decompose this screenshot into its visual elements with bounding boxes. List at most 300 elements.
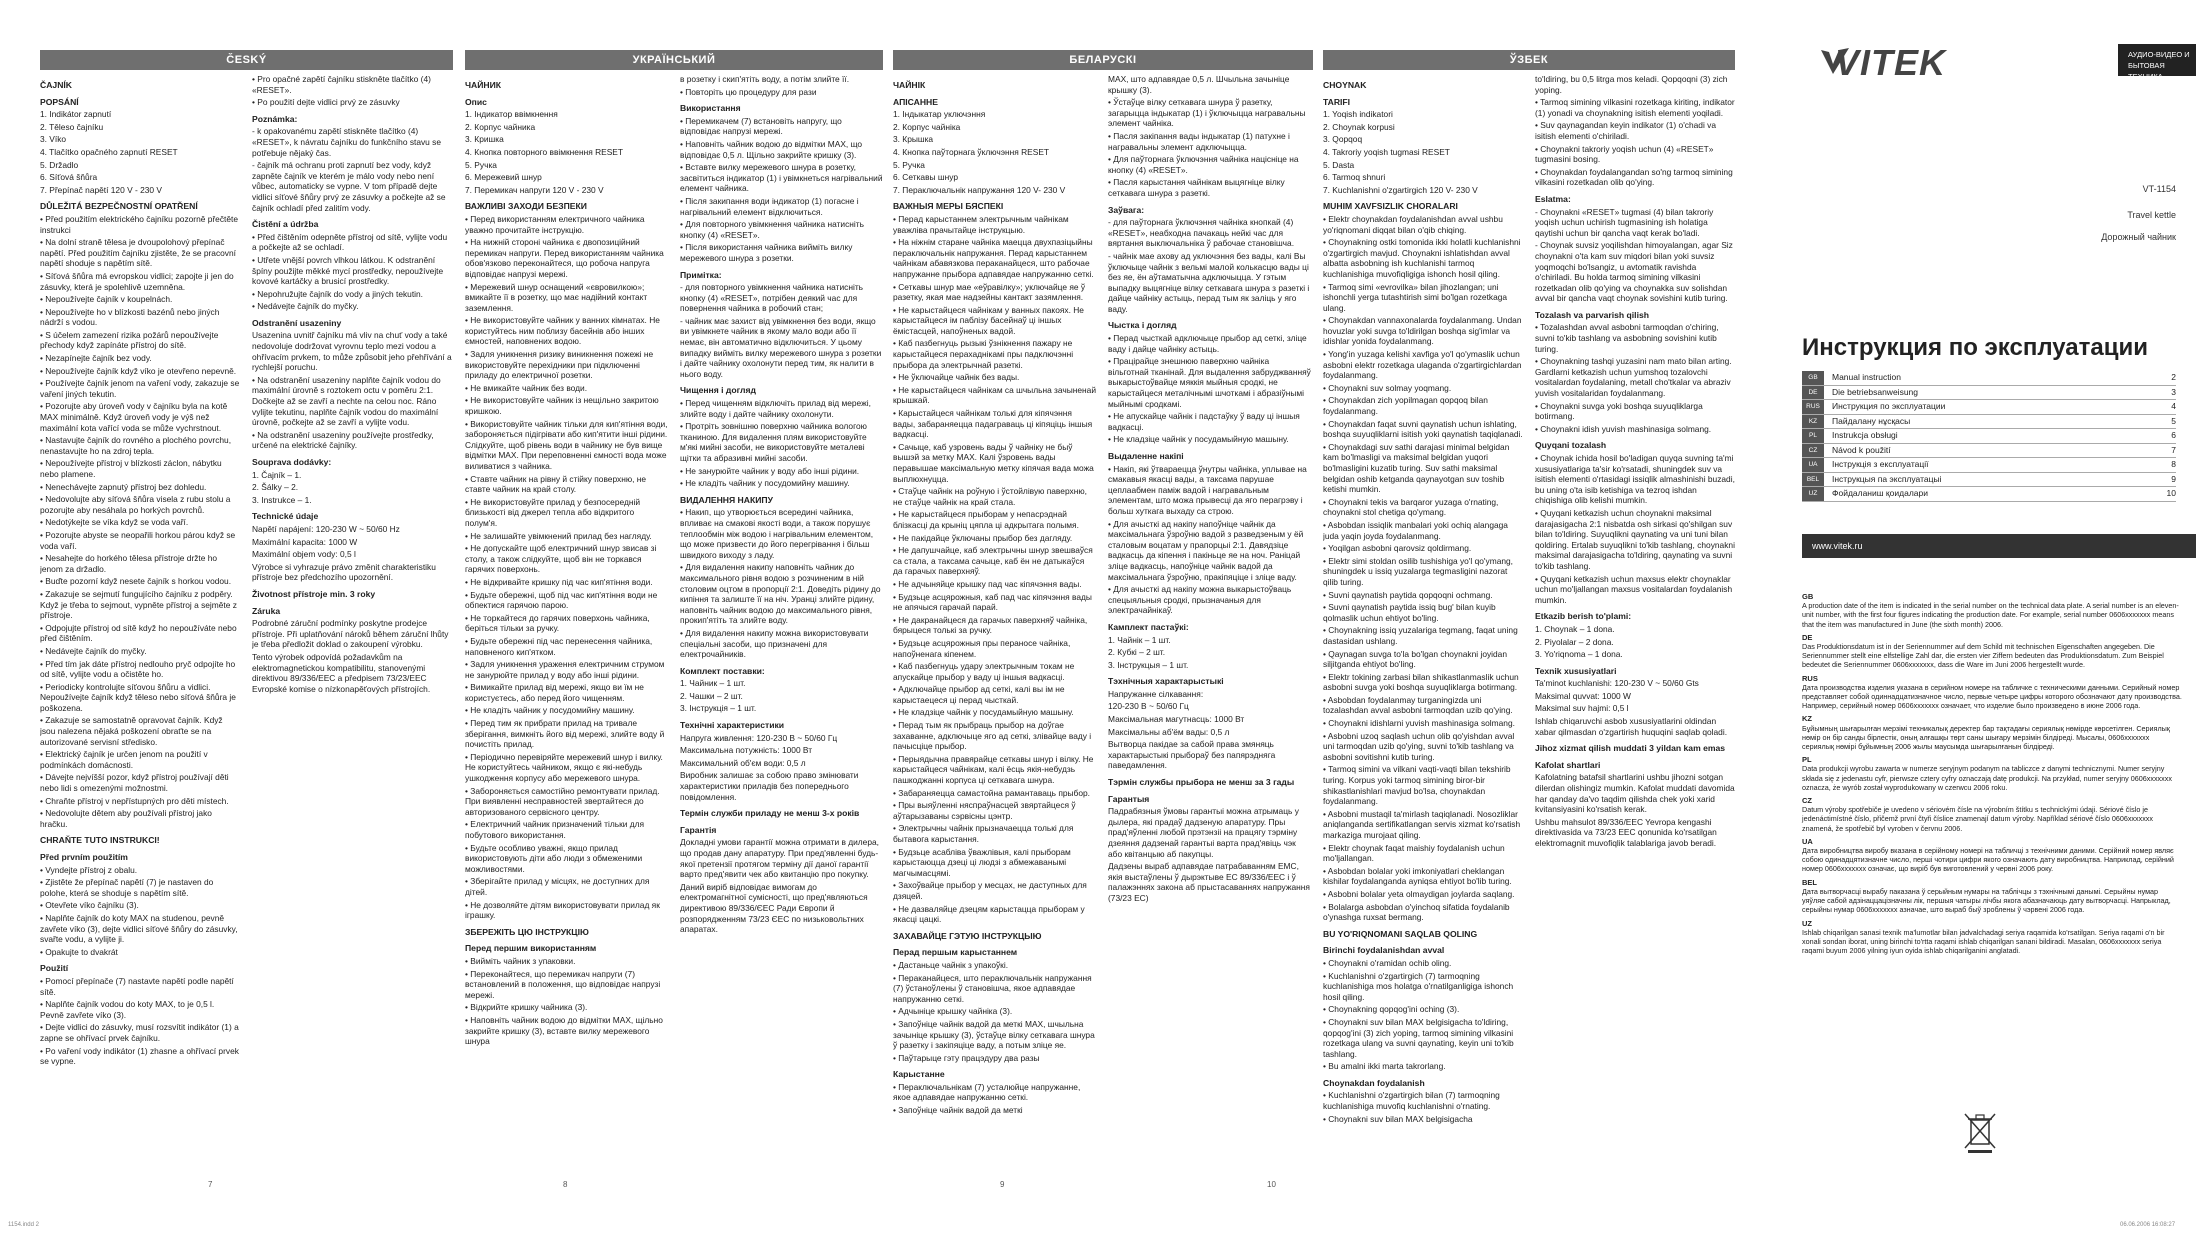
paragraph: • Pozorujte aby úroveň vody v čajníku byla na kotě MAX minimálně. Když úroveň vody je výš než maximální kota vařící voda se může vychrstnout.: [40, 401, 228, 433]
paragraph: • Nepoužívejte ho v blízkosti bazénů nebo jiných nádrží s vodou.: [40, 306, 220, 328]
section-heading: Záruka: [252, 605, 281, 616]
paragraph: • Zakazuje se samostatně opravovat čajník. Když jsou nalezena nějaká poškození obraťte se na autorizované servisní středisko.: [40, 715, 223, 747]
toc-title: Інструкція з експлуатації: [1832, 459, 1929, 469]
paragraph: • Quyqani ketkazish uchun choynakni maksimal darajasigacha 2:1 nisbatda osh sirkasi qo'shilgan suv bilan to'ldiring. Suyuqlikni qaynating va uni tuni bilan qoldiring. Ertalab suyuqlikni to'kib tashlang, choynakni maksimal darajasigacha to'ldiring, qaynating va suvni to'kib tashlang.: [1535, 507, 1735, 571]
production-date-notes: [1802, 588, 2182, 957]
paragraph: • Пераканайцеся, што пераключальнік напружання (7) ўстаноўлены ў становішча, якое адпавядае напружанню сеткі.: [893, 972, 1092, 1004]
toc-row[interactable]: [1802, 415, 2176, 430]
paragraph: • Накіп, які ўтвараецца ўнутры чайніка, уплывае на смакавыя якасці вады, а таксама парушае цеплаабмен паміж вадой і награвальным элементам, што можа прывесці да яго перагрэву і больш хуткага выхаду са строю.: [1108, 463, 1307, 516]
toc-language-code: RUS: [1802, 400, 1824, 414]
section-heading: Тэрмін службы прыбора не менш за 3 гады: [1108, 777, 1295, 788]
paragraph: • Не дакранайцеся да гарачых паверхняў чайніка, бярыцеся толькі за ручку.: [893, 614, 1088, 636]
toc-language-code: DE: [1802, 386, 1824, 400]
paragraph: • Пераключальнікам (7) усталюйце напружанне, якое адпавядае напружанню сеткі.: [893, 1081, 1081, 1103]
print-mark-right: 06.06.2006 16:08:27: [2120, 1222, 2176, 1228]
paragraph: • Nepoužívejte čajník když víko je otevřeno nepevně.: [40, 365, 237, 376]
paragraph: • Choynakning tashqi yuzasini nam mato bilan arting. Gardlarni ketkazish uchun yumshoq tozalovchi vositalardan foydalaning, metall cho'tkalar va abraziv yuvish vositalaridan foydalanmang.: [1535, 356, 1732, 399]
paragraph: • Працірайце знешнюю паверхню чайніка вільготнай тканінай. Для выдалення забруджванняў выкарыстоўвайце мяккія мыйныя сродкі, не карыстайцеся металічнымі шчоткамі і абразіўнымі мыйнымі сродкамі.: [1108, 356, 1311, 409]
section-heading: Примітка:: [680, 269, 722, 280]
legal-language-code: GB: [1802, 592, 1814, 601]
paragraph: • Nepoužívejte čajník v koupelnách.: [40, 294, 173, 305]
section-heading: Poznámka:: [252, 113, 298, 124]
paragraph: • Choynakning qopqog'ini oching (3).: [1323, 1004, 1460, 1015]
section-heading: АПIСАННЕ: [893, 96, 938, 107]
section-heading: Чищення і догляд: [680, 385, 756, 396]
legal-language-code: PL: [1802, 755, 1812, 765]
paragraph: 1. Čajník – 1.: [252, 469, 302, 480]
toc-title: Фойдаланиш қоидалари: [1832, 488, 1928, 498]
section-heading: Гарантія: [680, 824, 717, 835]
paragraph: • Не використовуйте прилад у безпосередній близькості від джерел тепла або відкритого полум'я.: [465, 496, 640, 528]
paragraph: • Не торкайтеся до гарячих поверхонь чайника, беріться тільки за ручку.: [465, 612, 650, 634]
section-heading: Карыстанне: [893, 1069, 945, 1080]
paragraph: • Не апускайце чайнік і падстаўку ў ваду ці іншыя вадкасці.: [1108, 411, 1300, 432]
paragraph: 120-230 В ~ 50/60 Гц: [1108, 701, 1189, 712]
column-header-bel: БЕЛАРУСКI: [893, 50, 1313, 70]
legal-language-code: CZ: [1802, 796, 1812, 806]
paragraph: Падрабязныя ўмовы гарантыі можна атрымаць у дылера, які прадаў дадзеную апаратуру. Пры прад'яўленні любой прэтэнзіі на працягу тэрміну дзеяння дадзенай гарантыі варта прад'явіць чэк або квітанцыю аб пакупцы.: [1108, 806, 1299, 859]
paragraph: • Не допускайте щоб електричний шнур звисав зі столу, а також слідкуйте, щоб він не торкався гарячих поверхонь.: [465, 543, 657, 575]
paragraph: 2. Šálky – 2.: [252, 482, 299, 493]
toc-row[interactable]: [1802, 444, 2176, 459]
paragraph: Maximální kapacita: 1000 W: [252, 536, 358, 547]
paragraph: • Dávejte nejvíšší pozor, když přístroj používají děti nebo lidi s omezenými možnostmi.: [40, 772, 229, 794]
section-heading: Tozalash va parvarish qilish: [1535, 309, 1649, 320]
bel-column-a: [893, 74, 1096, 1174]
paragraph: • Nenechávejte zapnutý přístroj bez dohledu.: [40, 481, 207, 492]
paragraph: • Před čištěním odepněte přístroj od sítě, vylijte vodu a počkejte až se ochladí.: [252, 231, 448, 253]
legal-language-code: UA: [1802, 836, 1813, 846]
paragraph: • Nastavujte čajník do rovného a plochého povrchu, nenastavujte ho na zdroj tepla.: [40, 435, 232, 456]
paragraph: • Не пакідайце ўключаны прыбор без дагляду.: [893, 532, 1073, 543]
paragraph: • Choynakning issiq yuzalariga tegmang, faqat uning dastasidan ushlang.: [1323, 625, 1518, 646]
paragraph: • Періодично перевіряйте мережевий шнур і вилку. Не користуйтесь чайником, якщо є які-небудь ушкодження корпусу або мережевого шнура.: [465, 751, 663, 784]
paragraph: - Choynakni «RESET» tugmasi (4) bilan takroriy yoqish uchun uchirish tugmasining ish holatiga qaytishi uchun bir qancha vaqt kerak bo'ladi.: [1535, 206, 1714, 238]
paragraph: Максімальная магутнасць: 1000 Вт: [1108, 714, 1245, 725]
legal-note: A production date of the item is indicated in the serial number on the technical data plate. A serial number is an eleven-unit number, with the first four figures indicating the production date. For example, serial number 0606xxxxxxx means that the item was manufactured in June (the sixth month) 2006.: [1802, 601, 2179, 629]
toc-row[interactable]: [1802, 400, 2176, 415]
paragraph: • Ставте чайник на рівну й стійку поверхню, не ставте чайник на край столу.: [465, 473, 647, 495]
toc-language-code: BEL: [1802, 473, 1824, 487]
legal-note: Ishlab chiqarilgan sanasi texnik ma'lumotlar bilan jadvalchadagi seriya raqamida ko'rsatilgan. Seriya raqami o'n bir xonali sondan iborat, uning birinchi to'rtta raqami ishlab chiqarilgan sanani bildiradi. Masalan, 0606xxxxxxx seriya raqami buyum 2006 yilning iyun oyida ishlab chiqarilganini anglatadi.: [1802, 927, 2165, 956]
section-heading: ЧАЙНИК: [465, 80, 502, 90]
paragraph: • Nezapínejte čajník bez vody.: [40, 353, 152, 364]
section-heading: Birinchi foydalanishdan avval: [1323, 945, 1445, 956]
paragraph: • Задля уникнення ризику виникнення пожежі не використовуйте перехідники при підключенні приладу до електричної розетки.: [465, 349, 654, 381]
paragraph: • Periodicky kontrolujte síťovou šňůru a vidlici. Nepoužívejte čajník když těleso nebo síťová šňůra je poškozena.: [40, 681, 236, 713]
section-heading: Jihoz xizmat qilish muddati 3 yildan kam emas: [1535, 743, 1726, 754]
paragraph: 5. Držadlo: [40, 159, 79, 170]
paragraph: • Адчыніце крышку чайніка (3).: [893, 1006, 1013, 1017]
paragraph: Максимальна потужність: 1000 Вт: [680, 745, 813, 756]
brand-tag-line-1: АУДИО-ВИДЕО И: [2128, 50, 2190, 59]
paragraph: • Buďte pozorní když nesete čajník s horkou vodou.: [40, 576, 232, 587]
paragraph: - чайник має захист від увімкнення без води, якщо ви увімкнете чайник в якому мало води або її немає, він автоматично відключиться. У цьому випадку вийміть вилку мережевого шнура з розетки і дайте чайнику охолонути перед тим, як налити в нього воду.: [680, 315, 882, 379]
paragraph: • Vyndejte přístroj z obalu.: [40, 864, 138, 875]
paragraph: • Naplňte čajník vodou do koty MAX, to je 0,5 l. Pevně zavřete víko (3).: [40, 999, 215, 1020]
toc-page-number: 3: [2171, 386, 2176, 397]
paragraph: • Elektr simi stoldan osilib tushishiga yo'l qo'ymang, shuningdek u issiq yuzalarga tegmasligini nazorat qilib turing.: [1323, 555, 1513, 587]
paragraph: 5. Ручка: [465, 159, 497, 170]
paragraph: • Після використання чайника вийміть вилку мережевого шнура з розетки.: [680, 242, 853, 263]
section-heading: ВАЖЛИВІ ЗАХОДИ БЕЗПЕКИ: [465, 201, 587, 212]
toc-row[interactable]: [1802, 371, 2176, 386]
paragraph: • Не кладзіце чайнік у посудамыйную машыну.: [1108, 434, 1289, 445]
paragraph: • Nedovolujte dětem aby používali přístroj jako hračku.: [40, 808, 212, 829]
paragraph: • Odpojujte přístroj od sítě když ho nepoužíváte nebo před čištěním.: [40, 622, 237, 644]
brand-tagline: [2118, 44, 2196, 81]
paragraph: • Yoqilgan asbobni qarovsiz qoldirmang.: [1323, 543, 1472, 554]
paragraph: • Otevřete víko čajníku (3).: [40, 900, 139, 911]
paragraph: 6. Мережевий шнур: [465, 172, 542, 183]
paragraph: • Використовуйте чайник тільки для кип'ятіння води, забороняється підігрівати або кип'ятити інші рідини. Слідкуйте, щоб рівень води в чайнику не був вище відмітки MAX. При переповненні ємності вода може виливатися з чайника.: [465, 418, 668, 471]
paragraph: • Choynakdagi suv sathi darajasi minimal belgidan kam bo'lmasligi va maksimal belgidan yuqori bo'lmasligini kuzatib turing. Suv sathi maksimal belgidan oshib ketganda qaynayotgan suv toshib ketishi mumkin.: [1323, 441, 1510, 495]
toc-title: Інструкцыя па эксплуатацыi: [1832, 473, 1942, 484]
website-bar: [1802, 534, 2196, 558]
paragraph: • Перыядычна правярайце сеткавы шнур і вілку. Не карыстайцеся чайнікам, калі ёсць якія-небудзь пашкоджанні корпуса ці сеткавага шнура.: [893, 753, 1094, 786]
legal-language-code: KZ: [1802, 714, 1812, 724]
paragraph: • Перад чысткай адключыце прыбор ад сеткі, зліце ваду і дайце чайніку астыць.: [1108, 333, 1307, 354]
section-heading: Камплект пастаўкі:: [1108, 621, 1189, 632]
paragraph: Максімальны аб'ём вады: 0,5 л: [1108, 726, 1230, 737]
paragraph: Напружанне сілкавання:: [1108, 688, 1204, 699]
paragraph: • Наповніть чайник водою до відмітки MAX, що відповідає 0,5 л. Щільно закрийте кришку (3).: [680, 138, 863, 160]
paragraph: • Elektr tokining zarbasi bilan shikastlanmaslik uchun asbobni suvga yoki boshqa suyuqliklarga botirmang.: [1323, 671, 1519, 693]
paragraph: 1. Choynak – 1 dona.: [1535, 623, 1615, 634]
paragraph: • Не адчыняйце крышку пад час кіпячэння вады.: [893, 578, 1082, 589]
paragraph: • Не карыстайцеся чайнікам у ванных пакоях. Не карыстайцеся ім паблізу басейнаў ці іншых ёмістасцей, напоўненых вадой.: [893, 304, 1084, 336]
paragraph: • Choynak ichida hosil bo'ladigan quyqa suvning ta'mi xususiyatlariga ta'sir ko'rsatadi, shuningdek suv va isitish elementi o'rtasidagi issiqlik almashinishi buzadi, bu uning o'ta isib ketishiga va tezroq ishdan chiqishiga olib kelishi mumkin.: [1535, 453, 1735, 506]
section-heading: Texnik xususiyatlari: [1535, 665, 1617, 676]
section-heading: Etkazib berish to'plami:: [1535, 611, 1632, 622]
paragraph: 3. Кришка: [465, 134, 504, 145]
brand-logo: VITEK: [1835, 42, 1947, 83]
page-number: 8: [563, 1180, 568, 1189]
brand-tag-line-2: БЫТОВАЯ ТЕХНИКА: [2128, 61, 2165, 81]
paragraph: • Ўстаўце вілку сеткавага шнура ў разетку, загарыцца індыкатар (1) і ўключыцца награвальны элемент чайніка.: [1108, 97, 1306, 129]
paragraph: Ushbu mahsulot 89/336/EEC Yevropa kengashi direktivasida va 73/23 EEC qonunida ko'rsatilgan elektromagnit muvofiqlik talablariga javob beradi.: [1535, 816, 1717, 848]
toc-page-number: 4: [2171, 401, 2176, 411]
toc-row[interactable]: [1802, 386, 2176, 401]
paragraph: • Choynakdan foydalangandan so'ng tarmoq simining vilkasini rozetkadan olib qo'ying.: [1535, 166, 1733, 188]
section-heading: Термін служби приладу не менш 3-х років: [680, 808, 860, 819]
paragraph: • На ніжнім старане чайніка маецца двухпазіцыйны пераключальнік напружання. Перад карыстаннем чайнікам абавязкова пераканайцеся, што рабочае напружанне прыбора адпавядае напружанню сеткі.: [893, 237, 1094, 279]
legal-note: Дата виробництва виробу вказана в серійному номері на табличці з технічними даними. Серійний номер являє собою одинадцятизначне число, перші чотири цифри якого означають дату виробництва. Наприклад, серійний номер 0606xxxxxxx означає, що виріб був виготовлений у червні 2006 року.: [1802, 846, 2174, 874]
toc-language-code: CZ: [1802, 444, 1824, 458]
section-heading: Odstranění usazeniny: [252, 317, 342, 328]
paragraph: • Не вмикайте чайник без води.: [465, 382, 588, 393]
paragraph: • Протріть зовнішню поверхню чайника вологою тканиною. Для видалення плям використовуйте м'які мийні засоби, не використовуйте металеві щітки та абразивні мийні засоби.: [680, 421, 867, 463]
print-mark-left: 1154.indd 2: [8, 1222, 39, 1228]
paragraph: 4. Takroriy yoqish tugmasi RESET: [1323, 146, 1450, 157]
toc-page-number: 9: [2171, 473, 2176, 484]
paragraph: 6. Сеткавы шнур: [893, 172, 958, 183]
section-heading: Eslatma:: [1535, 193, 1571, 204]
ua-column-b: [680, 74, 883, 1174]
cz-column-b: [252, 74, 452, 1174]
paragraph: • Електричний чайник призначений тільки для побутового використання.: [465, 819, 645, 840]
toc-language-code: KZ: [1802, 415, 1824, 429]
paragraph: • Zakazuje se sejmutí fungujícího čajníku z podpěry. Když je třeba to sejmout, vypněte přístroj a sejměte z přístroje.: [40, 588, 237, 621]
paragraph: • Сеткавы шнур мае «еўравілку»; уключайце яе ў разетку, якая мае надзейны кантакт зазямлення.: [893, 281, 1086, 303]
paragraph: Ishlab chiqaruvchi asbob xususiyatlarini oldindan xabar qilmasdan o'zgartirish huquqini saqlab qoladi.: [1535, 716, 1728, 737]
paragraph: • Не ўключайце чайнік без вады.: [893, 372, 1020, 383]
toc-title: Пайдалану нұсқасы: [1832, 415, 1911, 426]
section-heading: CHOYNAK: [1323, 80, 1367, 90]
toc-title: Die betriebsanweisung: [1832, 386, 1918, 397]
paragraph: • Asbobdan issiqlik manbalari yoki ochiq alangaga juda yaqin joyda foydalanmang.: [1323, 519, 1508, 541]
paragraph: • Choynakni suv bilan MAX belgisigacha to'ldiring, qopqog'ini (3) zich yoping, tarmoq simining vilkasini rozetkaga ulang va suvni qaynating, keyin uni to'kib tashlang.: [1323, 1016, 1514, 1059]
paragraph: • Электрычны чайнік прызначаецца толькі для бытавога карыстання.: [893, 823, 1074, 844]
uz-column-b: [1535, 74, 1735, 1174]
paragraph: 2. Корпус чайніка: [893, 121, 961, 132]
product-name-en: Travel kettle: [2127, 210, 2176, 220]
paragraph: • Для повторного увімкнення чайника натисніть кнопку (4) «RESET».: [680, 219, 864, 240]
paragraph: Kafolatning batafsil shartlarini ushbu jihozni sotgan dilerdan olishingiz mumkin. Kafolat muddati davomida har qanday da'vo taqdim qilishda chek yoki xarid kvitansiyasini ko'rsatish kerak.: [1535, 772, 1735, 815]
paragraph: • Для видалення накипу можна використовувати спеціальні засоби, що призначені для електрочайників.: [680, 627, 869, 660]
paragraph: • Opakujte to dvakrát: [40, 946, 118, 957]
paragraph: • Bolalarga asbobdan o'yinchoq sifatida foydalanib o'ynashga ruxsat bermang.: [1323, 901, 1510, 923]
paragraph: • Choynakni idish yuvish mashinasiga solmang.: [1535, 423, 1712, 434]
paragraph: • Choynakdan zich yopilmagan qopqoq bilan foydalanmang.: [1323, 395, 1488, 417]
paragraph: 1. Чайнік – 1 шт.: [1108, 634, 1171, 645]
paragraph: • Будзьце асцярожныя, каб пад час кіпячэння вады не апячыся гарачай парай.: [893, 591, 1092, 613]
section-heading: Choynakdan foydalanish: [1323, 1077, 1425, 1088]
paragraph: • Tarmoq simini va vilkani vaqti-vaqti bilan tekshirib turing. Korpus yoki tarmoq simining biror-bir shikastlanishlari mavjud bo'lsa, choynakdan foydalanmang.: [1323, 764, 1511, 807]
paragraph: • Quyqani ketkazish uchun maxsus elektr choynaklar uchun mo'ljallangan maxsus vositalardan foydalanish mumkin.: [1535, 573, 1733, 605]
paragraph: • Забараняецца самастойна рамантаваць прыбор.: [893, 787, 1090, 798]
section-heading: Выдаленне накіпі: [1108, 451, 1184, 461]
section-heading: CHRAŇTE TUTO INSTRUKCI!: [40, 835, 160, 846]
paragraph: - k opakovanému zapětí stiskněte tlačítko (4) «RESET», k návratu čajníku do funkčního stavu se potřebuje nějaký čas.: [252, 126, 442, 158]
paragraph: Ta'minot kuchlanishi: 120-230 V ~ 50/60 Gts: [1535, 678, 1699, 689]
paragraph: • Будьте особливо уважні, якщо прилад використовують діти або люди з обмеженими можливостями.: [465, 842, 643, 874]
paragraph: • Choynakni takroriy yoqish uchun (4) «RESET» tugmasini bosing.: [1535, 143, 1714, 165]
paragraph: - чайнік мае ахову ад уключэння без вады, калі Вы ўключыце чайнік з вельмі малой колькасцю вады ці без яе, ён аўтаматычна адключыцца. У гэтым выпадку выцягніце вілку сеткавага шнура з разеткі і дайце чайніку астыць, перад тым як заліць у яго ваду.: [1108, 250, 1310, 314]
website-link[interactable]: www.vitek.ru: [1812, 541, 1863, 551]
section-heading: ČAJNÍK: [40, 80, 72, 90]
paragraph: • Qaynagan suvga to'la bo'lgan choynakni joyidan siljitganda ehtiyot bo'ling.: [1323, 648, 1507, 670]
paragraph: • Не дозволяйте дітям використовувати прилад як іграшку.: [465, 899, 660, 921]
toc-row[interactable]: [1802, 487, 2176, 502]
paragraph: • Suvni qaynatish paytida qopqoqni ochmang.: [1323, 589, 1493, 600]
toc-page-number: 10: [2166, 488, 2176, 498]
column-header-cz: ČESKÝ: [40, 50, 453, 70]
product-name-ru: Дорожный чайник: [2101, 232, 2176, 242]
paragraph: в розетку і скип'ятіть воду, а потім злийте її.: [680, 74, 850, 84]
paragraph: • Вставте вилку мережевого шнура в розетку, засвітиться індикатор (1) і увімкнеться нагрівальний елемент чайника.: [680, 162, 883, 194]
toc-language-code: PL: [1802, 429, 1824, 443]
paragraph: • Карыстайцеся чайнікам толькі для кіпячэння вады, забараняецца падаграваць ці кіпяціць іншыя вадкасці.: [893, 408, 1093, 440]
paragraph: 4. Tlačítko opačného zapnutí RESET: [40, 146, 178, 157]
paragraph: • Nedávejte čajník do myčky.: [252, 301, 359, 312]
paragraph: Максимальний об'єм води: 0,5 л: [680, 757, 806, 768]
paragraph: Usazenina uvnitř čajníku má vliv na chuť vody a také nedovoluje dodržovat vyrovnu teplo mezi vodou a ohřívacím prvkem, to může způsobit jeho přehřívání a rychlejší poruchu.: [252, 330, 452, 373]
paragraph: 3. Інструкцыя – 1 шт.: [1108, 659, 1189, 670]
crossed-bin-icon: [1962, 1110, 1998, 1154]
legal-note: Дата производства изделия указана в серийном номере на табличке с техническими данными. Серийный номер представляет собой одиннадцатизначное число, первые четыре цифры которого обозначают дату производства. Например, серийный номер 0606xxxxxxx означает, что изделие было произведено в июне 2006 года.: [1802, 682, 2182, 711]
paragraph: • Дастаньце чайнік з упакоўкі.: [893, 959, 1009, 970]
paragraph: • Před použitím elektrického čajníku pozorně přečtěte instrukci: [40, 213, 238, 235]
paragraph: 2. Чашки – 2 шт.: [680, 690, 743, 701]
paragraph: 2. Корпус чайника: [465, 121, 536, 132]
paragraph: • Будьте обережні, щоб під час кип'ятіння води не обпектися гарячою парою.: [465, 589, 658, 611]
paragraph: - для паўторнага ўключэння чайніка кнопкай (4) «RESET», неабходна пачакаць нейкі час для вяртання выключальніка ў рабочае становішча.: [1108, 217, 1295, 249]
paragraph: 6. Síťová šňůra: [40, 172, 98, 183]
section-heading: Заўвага:: [1108, 204, 1145, 215]
page-number: 7: [208, 1180, 213, 1189]
paragraph: • Choynakni suvga yoki boshqa suyuqliklarga botirmang.: [1535, 400, 1703, 422]
paragraph: • Tozalashdan avval asbobni tarmoqdan o'chiring, suvni to'kib tashlang va asbobning sovishini kutib turing.: [1535, 322, 1719, 354]
paragraph: • Вимикайте прилад від мережі, якщо ви їм не користуєтесь, або перед його чищенням.: [465, 682, 644, 703]
paragraph: Maksimal suv hajmi: 0,5 l: [1535, 703, 1629, 714]
paragraph: 3. Instrukce – 1.: [252, 494, 312, 505]
model-number: VT-1154: [2142, 184, 2176, 194]
paragraph: Виробник залишає за собою право змінювати характеристики приладів без попереднього повідомлення.: [680, 770, 859, 802]
paragraph: Tento výrobek odpovídá požadavkům na elektromagnetickou kompatibilitu, stanovenými direktivou 89/336/EEC a předpisem 73/23/EEC Evropské komise o nízkonapěťových přístrojích.: [252, 651, 431, 694]
paragraph: 2. Кубкі – 2 шт.: [1108, 647, 1166, 658]
section-heading: DŮLEŽITÁ BEZPEČNOSTNÍ OPATŘENÍ: [40, 201, 198, 212]
paragraph: • S účelem zamezení rizika požárů nepoužívejte přechody když zapínáte přístroj do sítě.: [40, 329, 219, 351]
paragraph: 6. Tarmoq shnuri: [1323, 172, 1386, 183]
toc-row[interactable]: [1802, 473, 2176, 488]
toc-language-code: GB: [1802, 371, 1824, 385]
paragraph: • Choynakni suv solmay yoqmang.: [1323, 382, 1452, 393]
toc-title: Инструкция по эксплуатации: [1832, 401, 1946, 411]
paragraph: • Адключайце прыбор ад сеткі, калі вы ім не карыстаецеся ці перад чысткай.: [893, 684, 1065, 705]
toc-page-number: 8: [2171, 459, 2176, 469]
paragraph: 1. Індыкатар уключэння: [893, 109, 986, 120]
paragraph: • Síťová šňůra má evropskou vidlici; zapojte ji jen do zásuvky, která je spolehlivě uzemněna.: [40, 270, 234, 292]
paragraph: • Choynakdan faqat suvni qaynatish uchun ishlating, boshqa suyuqliklarni isitish yoki qaynatish taqiqlanadi.: [1323, 418, 1523, 440]
toc-page-number: 7: [2171, 444, 2176, 455]
paragraph: 1. Indikátor zapnutí: [40, 109, 112, 120]
section-heading: ЗБЕРЕЖІТЬ ЦЮ ІНСТРУКЦІЮ: [465, 926, 589, 937]
paragraph: • Asbobdan bolalar yoki imkoniyatlari cheklangan kishilar foydalanganda ayniqsa ehtiyot bo'lib turing.: [1323, 865, 1512, 887]
paragraph: • Nepoužívejte přístroj v blízkosti záclon, nábytku nebo plamene.: [40, 458, 222, 479]
paragraph: • Запоўніце чайнік вадой да меткі MAX, шчыльна зачыніце крышку (3), ўстаўце вілку сеткавага шнура ў разетку і закіпяціце ваду, а потым зліце яе.: [893, 1018, 1095, 1051]
legal-note: Дата вытворчасці вырабу паказана ў серыйным нумары на таблічцы з тэхнічнымі данымі. Серыйны нумар уяўляе сабой адзінаццацізначны лік, першыя чатыры лічбы якога абазначаюць дату вытворчасці. Напрыклад, серыйны нумар 0606xxxxxxx азначае, што выраб быў зроблены ў чэрвені 2006 года.: [1802, 886, 2171, 915]
section-heading: ЗАХАВАЙЦЕ ГЭТУЮ IНСТРУКЦЫЮ: [893, 930, 1042, 941]
paragraph: • Nedávejte čajník do myčky.: [40, 645, 147, 656]
paragraph: • Suvni qaynatish paytida issiq bug' bilan kuyib qolmaslik uchun ehtiyot bo'ling.: [1323, 602, 1496, 623]
paragraph: • Tarmoq simi «evrovilka» bilan jihozlangan; uni ishonchli yerga tutashtirish simi bo'lgan rozetkaga ulang.: [1323, 281, 1508, 313]
paragraph: 3. Yo'riqnoma – 1 dona.: [1535, 649, 1623, 660]
paragraph: • Перемикачем (7) встановіть напругу, що відповідає напрузі мережі.: [680, 115, 842, 137]
paragraph: • Choynakni o'ramidan ochib oling.: [1323, 957, 1452, 968]
paragraph: • Dejte vidlici do zásuvky, musí rozsvítit indikátor (1) a zapne se ohřívací prvek čajníku.: [40, 1022, 239, 1043]
paragraph: • Zjistěte že přepínač napětí (7) je nastaven do polohe, která se shoduje s napětím sítě.: [40, 877, 214, 898]
paragraph: • Сачыце, каб узровень вады ў чайніку не быў вышэй за метку MAX. Калі ўзровень вады перавышае максімальную метку кіпячая вада можа выплюхнуцца.: [893, 441, 1094, 484]
paragraph: Maximální objem vody: 0,5 l: [252, 549, 356, 560]
paragraph: • Пасля карыстання чайнікам выцягніце вілку сеткавага шнура з разеткі.: [1108, 177, 1285, 198]
paragraph: Напруга живлення: 120-230 В ~ 50/60 Гц: [680, 732, 838, 743]
paragraph: 7. Přepínač napětí 120 V - 230 V: [40, 184, 162, 195]
paragraph: 3. Крышка: [893, 134, 934, 145]
paragraph: 1. Чайник – 1 шт.: [680, 678, 746, 689]
paragraph: • Choynakni suv bilan MAX belgisigacha: [1323, 1113, 1473, 1124]
paragraph: • На нижній стороні чайника є двопозиційний перемикач напруги. Перед використанням чайника обов'язково переконайтеся, що робоча напруга відповідає напрузі мережі.: [465, 237, 664, 279]
legal-note: Data produkcji wyrobu zawarta w numerze seryjnym podanym na tabliczce z danymi technicznymi. Numer seryjny składa się z jedenastu cyfr, pierwsze cztery cyfry oznaczają datę produkcji. Na przykład, numer seryjny 0606xxxxxxx oznacza, że wyrób został wyprodukowany w czerwcu 2006 roku.: [1802, 764, 2172, 792]
uz-column-a: [1323, 74, 1523, 1174]
toc-row[interactable]: [1802, 458, 2176, 473]
paragraph: • Pomocí přepínače (7) nastavte napětí podle napětí sítě.: [40, 975, 234, 997]
section-heading: Тэхнічныя характарыстыкі: [1108, 676, 1224, 687]
paragraph: • Choynakni idishlarni yuvish mashinasiga solmang.: [1323, 718, 1515, 729]
paragraph: Výrobce si vyhrazuje právo změnit charakteristiku přístroje bez předchozího upozornění.: [252, 561, 436, 583]
paragraph: • Відкрийте кришку чайника (3).: [465, 1002, 588, 1013]
paragraph: • Tarmoq simining vilkasini rozetkaga kiriting, indikator (1) yonadi va choynakning isitish elementi yoqiladi.: [1535, 97, 1735, 118]
paragraph: • Після закипання води індикатор (1) погасне і нагрівальний елемент відключиться.: [680, 195, 859, 217]
legal-language-code: UZ: [1802, 918, 1812, 928]
paragraph: • Не кладіть чайник у посудомийну машину.: [465, 705, 635, 716]
paragraph: • Na odstranění usazeniny používejte prostředky, určené na elektrické čajníky.: [252, 429, 434, 451]
paragraph: • Пры выяўленні няспраўнасцей звяртайцеся ў аўтарызаваны сэрвісны цэнтр.: [893, 800, 1076, 821]
paragraph: - Choynak suvsiz yoqilishdan himoyalangan, agar Siz choynakni o'ta kam suv miqdori bilan yoki suvsiz yoqmoqchi bo'lsangiz, u avtomatik ravishda o'chiriladi. Bu holda tarmoq simining vilkasini rozetkadan olib qo'ying va choynakka suv solishdan avval bir qancha vaqt choynak sovishini kutib turing.: [1535, 240, 1733, 304]
paragraph: • Nesahejte do horkého tělesa přístroje držte ho jenom za držadlo.: [40, 553, 218, 574]
paragraph: Даний виріб відповідає вимогам до електромагнітної сумісності, що пред'являються директивою 89/336/ЄЕС Ради Європи й розпорядженням 73/23 ЄЕС по низьковольтних апаратах.: [680, 881, 868, 935]
paragraph: MAX, што адпавядае 0,5 л. Шчыльна зачыніце крышку (3).: [1108, 74, 1290, 95]
section-heading: Опис: [465, 96, 487, 107]
paragraph: • Перад тым як прыбраць прыбор на доўгае захаванне, адключыце яго ад сеткі, злівайце ваду і пачысціце прыбор.: [893, 720, 1092, 752]
toc-title: Instrukcja obsługi: [1832, 430, 1898, 440]
paragraph: • Для паўторнага ўключэння чайніка націсніце на кнопку (4) «RESET».: [1108, 154, 1299, 175]
paragraph: • Переконайтеся, що перемикач напруги (7) встановлений в положення, що відповідає напрузі мережі.: [465, 968, 661, 1000]
paragraph: 5. Ручка: [893, 159, 925, 170]
legal-note: Datum výroby spotřebiče je uvedeno v sériovém čísle na výrobním štítku s technickými údaji. Sériové číslo je jedenáctimístné číslo, přičemž první čtyři číslice znamenají datum výroby. Například sériové číslo 0606xxxxxxx znamená, že spotřebič byl vyroben v červnu 2006.: [1802, 805, 2153, 833]
paragraph: • Зберігайте прилад у місцях, не доступних для дітей.: [465, 876, 650, 897]
legal-language-code: BEL: [1802, 877, 1817, 887]
paragraph: • Asbobni uzoq saqlash uchun olib qo'yishdan avval uni tarmoqdan uzib qo'ying, suvni to'kib tashlang va asbobni sovitishni kutib turing.: [1323, 730, 1515, 762]
paragraph: • Накип, що утворюється всередині чайника, впливає на смакові якості води, а також порушує теплообмін між водою і нагрівальним елементом, що може призвести до його перегрівання і більш швидкого виходу з ладу.: [680, 507, 874, 560]
paragraph: • Chraňte přístroj v nepřístupných pro děti místech.: [40, 795, 229, 806]
paragraph: • Стаўце чайнік на роўную і ўстойлівую паверхню, не стаўце чайнік на край стала.: [893, 486, 1087, 507]
paragraph: • Suv qaynagandan keyin indikator (1) o'chadi va isitish elementi o'chiriladi.: [1535, 120, 1716, 141]
toc-title: Návod k použití: [1832, 444, 1891, 455]
page-number: 9: [1000, 1180, 1005, 1189]
toc-page-number: 6: [2171, 430, 2176, 440]
paragraph: 2. Piyolalar – 2 dona.: [1535, 636, 1614, 647]
table-of-contents: [1802, 371, 2176, 502]
paragraph: 1. Індикатор ввімкнення: [465, 109, 558, 120]
paragraph: Napětí napájení: 120-230 W ~ 50/60 Hz: [252, 523, 400, 534]
section-heading: Technické údaje: [252, 511, 319, 522]
paragraph: • Захоўвайце прыбор у месцах, не даступных для дзяцей.: [893, 880, 1087, 901]
paragraph: • Asbobni bolalar yeta olmaydigan joylarda saqlang.: [1323, 888, 1515, 899]
section-heading: MUHIM XAVFSIZLIK CHORALARI: [1323, 201, 1458, 212]
paragraph: • Не використовуйте чайник у ванних кімнатах. Не користуйтесь ним поблизу басейнів або інших ємностей, наповнених водою.: [465, 315, 660, 347]
paragraph: • Na dolní straně tělesa je dvoupolohový přepínač napětí. Před použitím čajníku zjistěte, že se pracovní napětí shoduje s napětím sítě.: [40, 237, 236, 269]
toc-row[interactable]: [1802, 429, 2176, 444]
paragraph: • Pro opačné zapětí čajníku stiskněte tlačítko (4) «RESET».: [252, 74, 431, 95]
paragraph: • Používejte čajník jenom na vaření vody, zakazuje se vaření jiných tekutin.: [40, 378, 240, 399]
paragraph: • Po vaření vody indikátor (1) zhasne a ohřívací prvek se vypne.: [40, 1045, 239, 1067]
paragraph: - čajník má ochranu proti zapnutí bez vody, když zapněte čajník ve kterém je málo vody nebo není vůbec, automaticky se vypne. V tom případě dejte vidlici síťové šňůry prvý ze zásuvky a počkejte až se čajník ochladí před zalitím vody.: [252, 160, 446, 213]
section-heading: Souprava dodávky:: [252, 457, 332, 467]
paragraph: • Задля уникнення ураження електричним струмом не занурюйте прилад у воду або інші рідини.: [465, 659, 665, 680]
paragraph: 2. Těleso čajníku: [40, 121, 104, 132]
paragraph: • Не кладзіце чайнік у посудамыйную машыну.: [893, 707, 1074, 718]
paragraph: • Na odstranění usazeniny naplňte čajník vodou do maximální úrovně s roztokem octu v poměru 2:1. Dočkejte až se zavří a nechte na celou noc. Ráno vylijte tekutinu, naplňte čajník vodou do maximální úrovně, počkejte až se zavří a vylijte vodu.: [252, 374, 441, 428]
paragraph: 2. Choynak korpusi: [1323, 121, 1395, 132]
column-header-ua: УКРАЇНСЬКИЙ: [465, 50, 883, 70]
section-heading: Životnost přístroje min. 3 roky: [252, 588, 376, 599]
paragraph: • Nedotýkejte se víka když se voda vaří.: [40, 517, 189, 528]
cz-column-a: [40, 74, 240, 1174]
paragraph: • Choynakning ostki tomonida ikki holatli kuchlanishni o'zgartirgich mavjud. Choynakni ishlatishdan avval albatta asbobning ish kuchlanishi tarmoq kuchlanishiga muvofiqligiga ishonch hosil qiling.: [1323, 237, 1521, 279]
toc-title: Manual instruction: [1832, 372, 1901, 382]
paragraph: • Не карыстайцеся чайнікам са шчыльна зачыненай крышкай.: [893, 384, 1096, 406]
